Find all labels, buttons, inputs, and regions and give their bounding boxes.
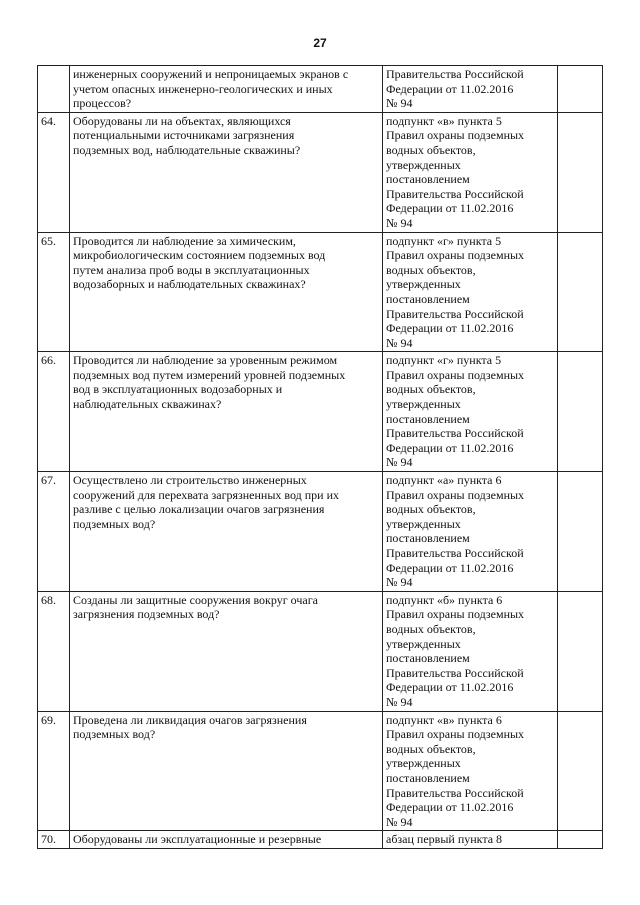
legal-reference-line: постановлением: [386, 172, 470, 187]
question-line: процессов?: [73, 96, 132, 111]
question-line: Оборудованы ли на объектах, являющихся: [73, 113, 291, 128]
question-line: подземных вод путем измерений уровней подземных: [73, 367, 346, 382]
row-number: [38, 66, 70, 113]
legal-reference-line: Правил охраны подземных: [386, 248, 525, 263]
question-line: разливе с целью локализации очагов загрязнения: [73, 502, 325, 517]
legal-reference-line: утвержденных: [386, 397, 461, 412]
question-line: вод в эксплуатационных водозаборных и: [73, 382, 283, 397]
legal-reference-line: Правительства Российской: [386, 426, 524, 441]
row-number: 67.: [38, 472, 70, 592]
answer-cell[interactable]: [558, 112, 603, 232]
question-cell: [70, 472, 383, 592]
answer-cell[interactable]: [558, 352, 603, 472]
legal-reference-line: водных объектов,: [386, 262, 476, 277]
legal-reference-line: № 94: [386, 96, 413, 111]
legal-reference-line: подпункт «в» пункта 6: [386, 712, 502, 727]
question-cell: [70, 66, 383, 113]
legal-reference-line: Федерации от 11.02.2016: [386, 680, 514, 695]
question-cell: [70, 232, 383, 352]
legal-reference-line: Федерации от 11.02.2016: [386, 560, 514, 575]
answer-cell[interactable]: [558, 591, 603, 711]
table-row: [38, 472, 603, 592]
question-cell: [70, 711, 383, 831]
row-number: 69.: [38, 711, 70, 831]
legal-reference-line: Правительства Российской: [386, 186, 524, 201]
legal-reference-cell: [383, 232, 558, 352]
legal-reference-line: Федерации от 11.02.2016: [386, 800, 514, 815]
table-row: [38, 591, 603, 711]
legal-reference-line: Федерации от 11.02.2016: [386, 201, 514, 216]
legal-reference-line: № 94: [386, 455, 413, 470]
row-number: 66.: [38, 352, 70, 472]
legal-reference-line: Правительства Российской: [386, 306, 524, 321]
legal-reference-line: подпункт «а» пункта 6: [386, 473, 502, 488]
legal-reference-line: утвержденных: [386, 277, 461, 292]
legal-reference-line: утвержденных: [386, 636, 461, 651]
question-line: Осуществлено ли строительство инженерных: [73, 473, 307, 488]
question-cell: [70, 831, 383, 849]
question-line: Проводится ли наблюдение за химическим,: [73, 233, 296, 248]
legal-reference-line: № 94: [386, 694, 413, 709]
row-number: 68.: [38, 591, 70, 711]
legal-reference-line: абзац первый пункта 8: [386, 832, 503, 847]
question-line: Проведена ли ликвидация очагов загрязнения: [73, 712, 307, 727]
question-line: подземных вод?: [73, 727, 156, 742]
legal-reference-line: № 94: [386, 215, 413, 230]
legal-reference-cell: [383, 591, 558, 711]
legal-reference-line: подпункт «б» пункта 6: [386, 592, 503, 607]
legal-reference-line: водных объектов,: [386, 382, 476, 397]
question-line: инженерных сооружений и непроницаемых экранов с: [73, 67, 349, 81]
legal-reference-line: постановлением: [386, 411, 470, 426]
legal-reference-line: Правительства Российской: [386, 785, 524, 800]
legal-reference-line: Федерации от 11.02.2016: [386, 321, 514, 336]
page-number: 27: [313, 36, 327, 50]
table-row: [38, 831, 603, 849]
question-line: Проводится ли наблюдение за уровенным режимом: [73, 353, 338, 368]
question-line: учетом опасных инженерно-геологических и иных: [73, 81, 333, 96]
table-row: [38, 711, 603, 831]
legal-reference-cell: [383, 66, 558, 113]
legal-reference-line: № 94: [386, 335, 413, 350]
question-line: Оборудованы ли эксплуатационные и резервные: [73, 832, 322, 847]
legal-reference-line: постановлением: [386, 770, 470, 785]
legal-reference-cell: [383, 711, 558, 831]
legal-reference-line: № 94: [386, 814, 413, 829]
table-row: [38, 352, 603, 472]
table-row: [38, 112, 603, 232]
legal-reference-line: утвержденных: [386, 516, 461, 531]
legal-reference-line: Правительства Российской: [386, 546, 524, 560]
requirements-table-body: [38, 66, 603, 849]
legal-reference-cell: [383, 112, 558, 232]
answer-cell[interactable]: [558, 831, 603, 849]
legal-reference-line: подпункт «г» пункта 5: [386, 353, 502, 368]
legal-reference-line: Правил охраны подземных: [386, 487, 525, 502]
legal-reference-cell: [383, 831, 558, 849]
legal-reference-cell: [383, 352, 558, 472]
question-line: потенциальными источниками загрязнения: [73, 128, 295, 143]
question-line: подземных вод?: [73, 516, 156, 531]
question-line: Созданы ли защитные сооружения вокруг очага: [73, 592, 318, 607]
legal-reference-line: постановлением: [386, 291, 470, 306]
question-line: путем анализа проб воды в эксплуатационных: [73, 262, 310, 277]
legal-reference-line: водных объектов,: [386, 142, 476, 157]
legal-reference-line: Правил охраны подземных: [386, 128, 525, 143]
legal-reference-line: утвержденных: [386, 157, 461, 172]
legal-reference-line: Правительства Российской: [386, 67, 524, 81]
row-number: 65.: [38, 232, 70, 352]
row-number: 64.: [38, 112, 70, 232]
question-line: водозаборных и наблюдательных скважинах?: [73, 277, 306, 292]
question-line: сооружений для перехвата загрязненных вод при их: [73, 487, 340, 502]
legal-reference-cell: [383, 472, 558, 592]
legal-reference-line: постановлением: [386, 531, 470, 546]
legal-reference-line: Правил охраны подземных: [386, 367, 525, 382]
question-cell: [70, 112, 383, 232]
question-line: загрязнения подземных вод?: [73, 607, 220, 622]
legal-reference-line: водных объектов,: [386, 621, 476, 636]
requirements-table: [37, 65, 603, 849]
legal-reference-line: Правил охраны подземных: [386, 607, 525, 622]
answer-cell[interactable]: [558, 66, 603, 113]
question-cell: [70, 591, 383, 711]
legal-reference-line: подпункт «в» пункта 5: [386, 113, 502, 128]
legal-reference-line: постановлением: [386, 651, 470, 666]
table-row: [38, 66, 603, 113]
legal-reference-line: Федерации от 11.02.2016: [386, 81, 514, 96]
answer-cell[interactable]: [558, 472, 603, 592]
question-line: микробиологическим состоянием подземных вод: [73, 248, 326, 263]
question-cell: [70, 352, 383, 472]
legal-reference-line: Федерации от 11.02.2016: [386, 440, 514, 455]
question-line: наблюдательных скважинах?: [73, 397, 222, 412]
legal-reference-line: подпункт «г» пункта 5: [386, 233, 502, 248]
legal-reference-line: водных объектов,: [386, 741, 476, 756]
legal-reference-line: Правил охраны подземных: [386, 727, 525, 742]
legal-reference-line: Правительства Российской: [386, 665, 524, 680]
question-line: подземных вод, наблюдательные скважины?: [73, 142, 301, 157]
table-row: [38, 232, 603, 352]
legal-reference-line: № 94: [386, 575, 413, 590]
row-number: 70.: [38, 831, 70, 849]
legal-reference-line: утвержденных: [386, 756, 461, 771]
answer-cell[interactable]: [558, 711, 603, 831]
answer-cell[interactable]: [558, 232, 603, 352]
legal-reference-line: водных объектов,: [386, 502, 476, 517]
